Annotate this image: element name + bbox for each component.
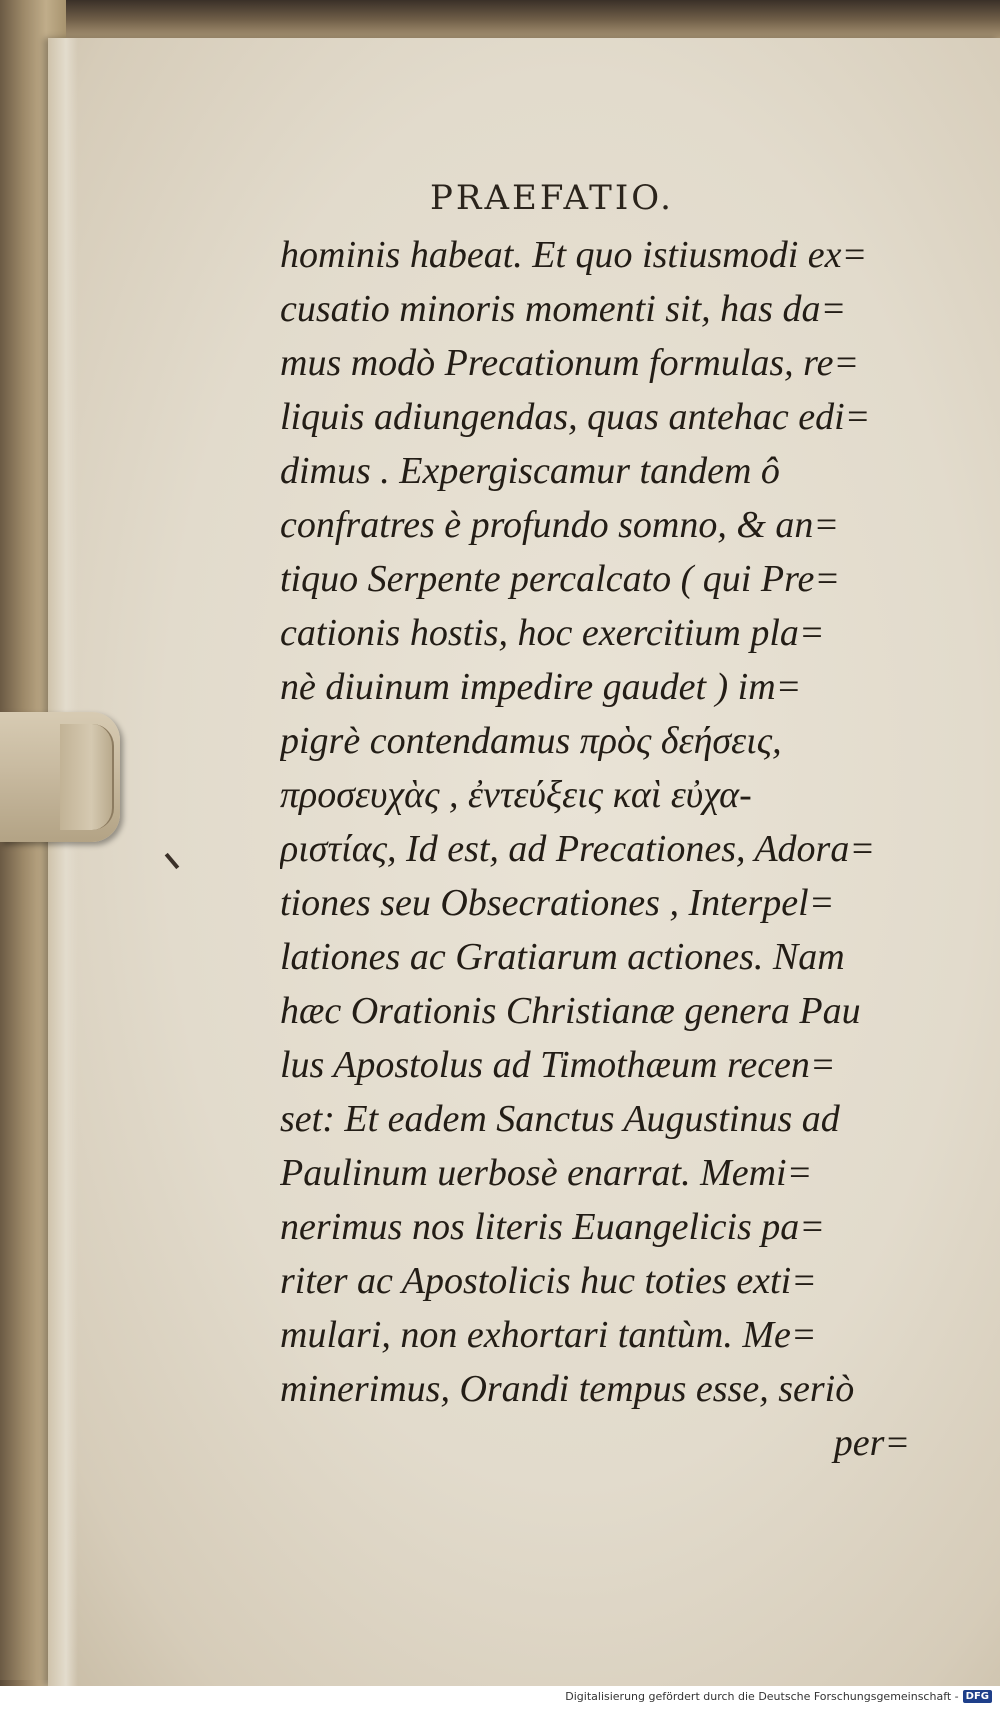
text-line: pigrè contendamus πρὸς δεήσεις, [280, 720, 782, 762]
text-line: προσευχὰς , ἐντεύξεις καὶ εὐχα- [280, 774, 752, 816]
body-text [280, 228, 910, 1470]
text-line: hominis habeat. Et quo istiusmodi ex= [280, 234, 868, 276]
page-gutter [48, 38, 78, 1686]
text-line: mulari, non exhortari tantùm. Me= [280, 1314, 817, 1356]
text-line: cusatio minoris momenti sit, has da= [280, 288, 847, 330]
text-line: hæc Orationis Christianæ genera Pau [280, 990, 861, 1032]
text-line: liquis adiungendas, quas antehac edi= [280, 396, 871, 438]
text-line: nè diuinum impedire gaudet ) im= [280, 666, 802, 708]
text-line: tiones seu Obsecrationes , Interpel= [280, 882, 835, 924]
text-line: confratres è profundo somno, & an= [280, 504, 840, 546]
text-line: nerimus nos literis Euangelicis pa= [280, 1206, 825, 1248]
text-line: cationis hostis, hoc exercitium pla= [280, 612, 825, 654]
text-line: tiquo Serpente percalcato ( qui Pre= [280, 558, 840, 600]
text-line: riter ac Apostolicis huc toties exti= [280, 1260, 817, 1302]
text-line: dimus . Expergiscamur tandem ô [280, 450, 780, 492]
text-line: lus Apostolus ad Timothæum recen= [280, 1044, 836, 1086]
digitization-credit [565, 1690, 992, 1703]
text-line: lationes ac Gratiarum actiones. Nam [280, 936, 845, 978]
scan-top-edge [0, 0, 1000, 38]
dfg-logo-icon: DFG [963, 1690, 992, 1703]
credit-text: Digitalisierung gefördert durch die Deutsche Forschungsgemeinschaft - [565, 1690, 959, 1703]
catchword: per= [833, 1422, 910, 1464]
text-line: Paulinum uerbosè enarrat. Memi= [280, 1152, 813, 1194]
running-head: PRAEFATIO. [430, 178, 674, 218]
text-line: mus modò Precationum formulas, re= [280, 342, 860, 384]
text-line: minerimus, Orandi tempus esse, seriò [280, 1368, 855, 1410]
text-line: ριστίας, Id est, ad Precationes, Adora= [280, 828, 875, 870]
book-clasp-tab [60, 724, 114, 830]
text-line: set: Et eadem Sanctus Augustinus ad [280, 1098, 840, 1140]
